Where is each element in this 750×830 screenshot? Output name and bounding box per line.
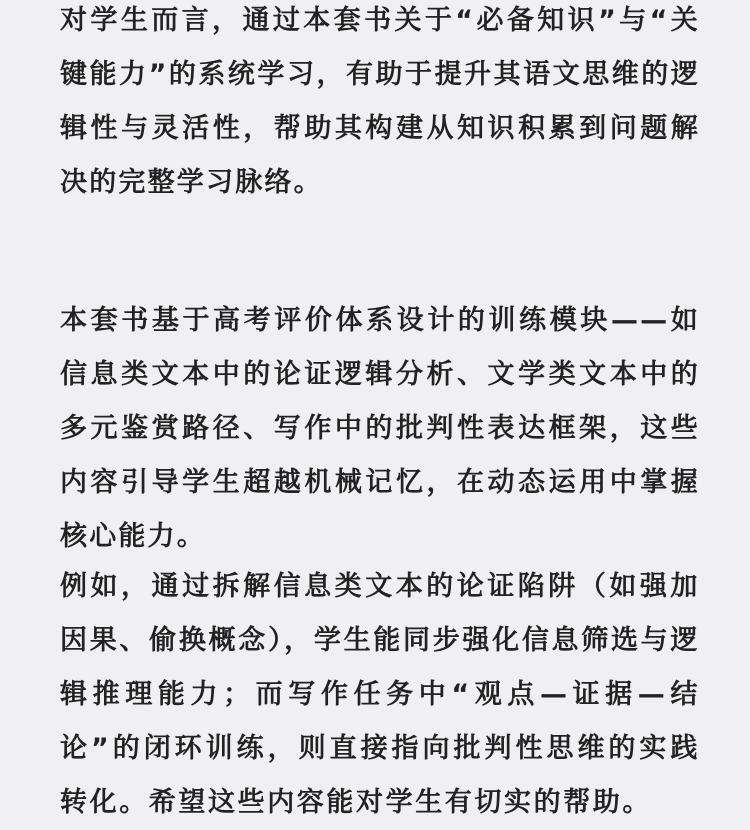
paragraph-2: 本套书基于高考评价体系设计的训练模块——如信息类文本中的论证逻辑分析、文学类文本中的多元鉴赏路径、写作中的批判性表达框架，这些内容引导学生超越机械记忆，在动态运用中掌握核心能力。 <box>60 305 700 552</box>
paragraph-1: 对学生而言，通过本套书关于“必备知识”与“关键能力”的系统学习，有助于提升其语文思维的逻辑性与灵活性，帮助其构建从知识积累到问题解决的完整学习脉络。 <box>60 5 700 198</box>
paragraph-3: 例如，通过拆解信息类文本的论证陷阱（如强加因果、偷换概念），学生能同步强化信息筛选与逻辑推理能力；而写作任务中“观点—证据—结论”的闭环训练，则直接指向批判性思维的实践转化。希望这些内容能对学生有切实的帮助。 <box>60 571 700 818</box>
